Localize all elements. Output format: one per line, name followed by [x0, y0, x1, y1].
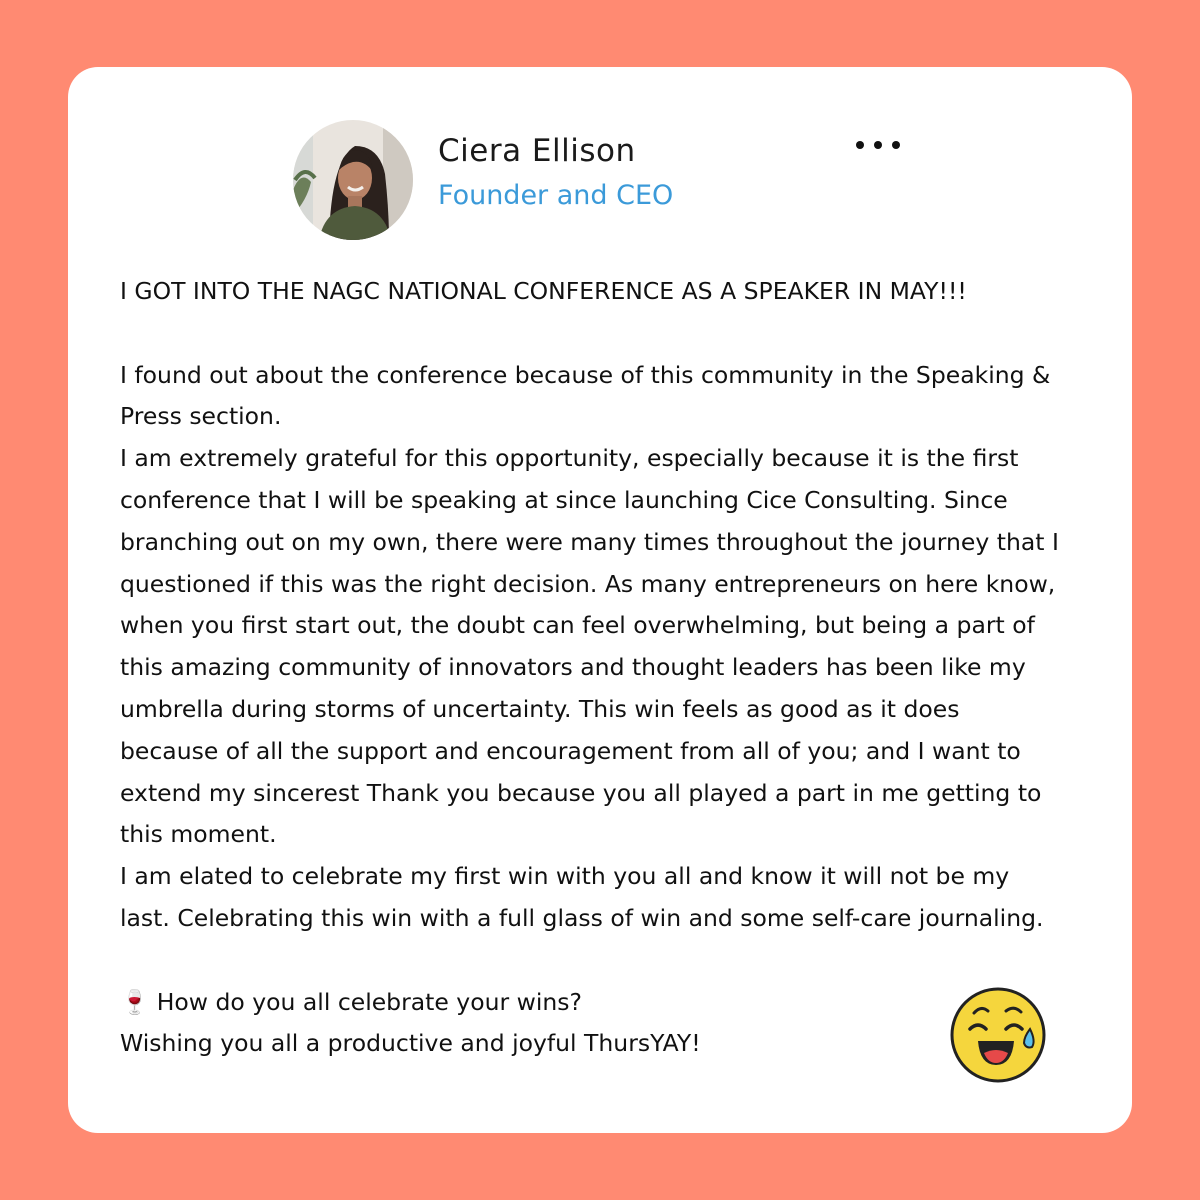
post-body-line: umbrella during storms of uncertainty. This win feels as good as it does — [120, 694, 960, 723]
more-horizontal-icon — [856, 141, 864, 149]
post-body-line: extend my sincerest Thank you because you all played a part in me getting to — [120, 778, 1042, 807]
more-horizontal-icon — [892, 141, 900, 149]
question-text: How do you all celebrate your wins? — [149, 987, 582, 1016]
more-horizontal-icon — [874, 141, 882, 149]
paragraph-gap — [120, 313, 1095, 355]
relieved-laughing-sweat-emoji — [948, 985, 1048, 1085]
post-body-line: last. Celebrating this win with a full glass of win and some self-care journaling. — [120, 903, 1044, 932]
more-options-button[interactable] — [856, 135, 900, 155]
post-body-line: because of all the support and encouragement from all of you; and I want to — [120, 736, 1021, 765]
post-headline: I GOT INTO THE NAGC NATIONAL CONFERENCE AS A SPEAKER IN MAY!!! — [120, 277, 967, 305]
post-card — [68, 67, 1132, 1133]
post-body-line: I found out about the conference because of this community in the Speaking & — [120, 360, 1051, 389]
post-body-line: this moment. — [120, 820, 277, 849]
post-body-line: conference that I will be speaking at since launching Cice Consulting. Since — [120, 485, 1008, 514]
post-body-line: questioned if this was the right decision. As many entrepreneurs on here know, — [120, 569, 1056, 598]
post-body-line: Press section. — [120, 402, 282, 431]
post-body-line: branching out on my own, there were many times throughout the journey that I — [120, 527, 1059, 556]
wine-glass-icon: 🍷 — [120, 987, 150, 1016]
post-body-line: I am elated to celebrate my first win with you all and know it will not be my — [120, 862, 1010, 891]
post-body-line: this amazing community of innovators and thought leaders has been like my — [120, 653, 1026, 682]
post-closing: Wishing you all a productive and joyful ThursYAY! — [120, 1029, 701, 1058]
post-body-line: I am extremely grateful for this opportunity, especially because it is the first — [120, 444, 1019, 473]
avatar-photo — [293, 120, 413, 240]
paragraph-gap — [120, 940, 1095, 982]
post-body-line: when you first start out, the doubt can feel overwhelming, but being a part of — [120, 611, 1035, 640]
avatar[interactable] — [293, 120, 413, 240]
author-name[interactable]: Ciera Ellison — [438, 133, 636, 169]
author-title: Founder and CEO — [438, 180, 674, 211]
post-body — [120, 271, 1095, 1065]
